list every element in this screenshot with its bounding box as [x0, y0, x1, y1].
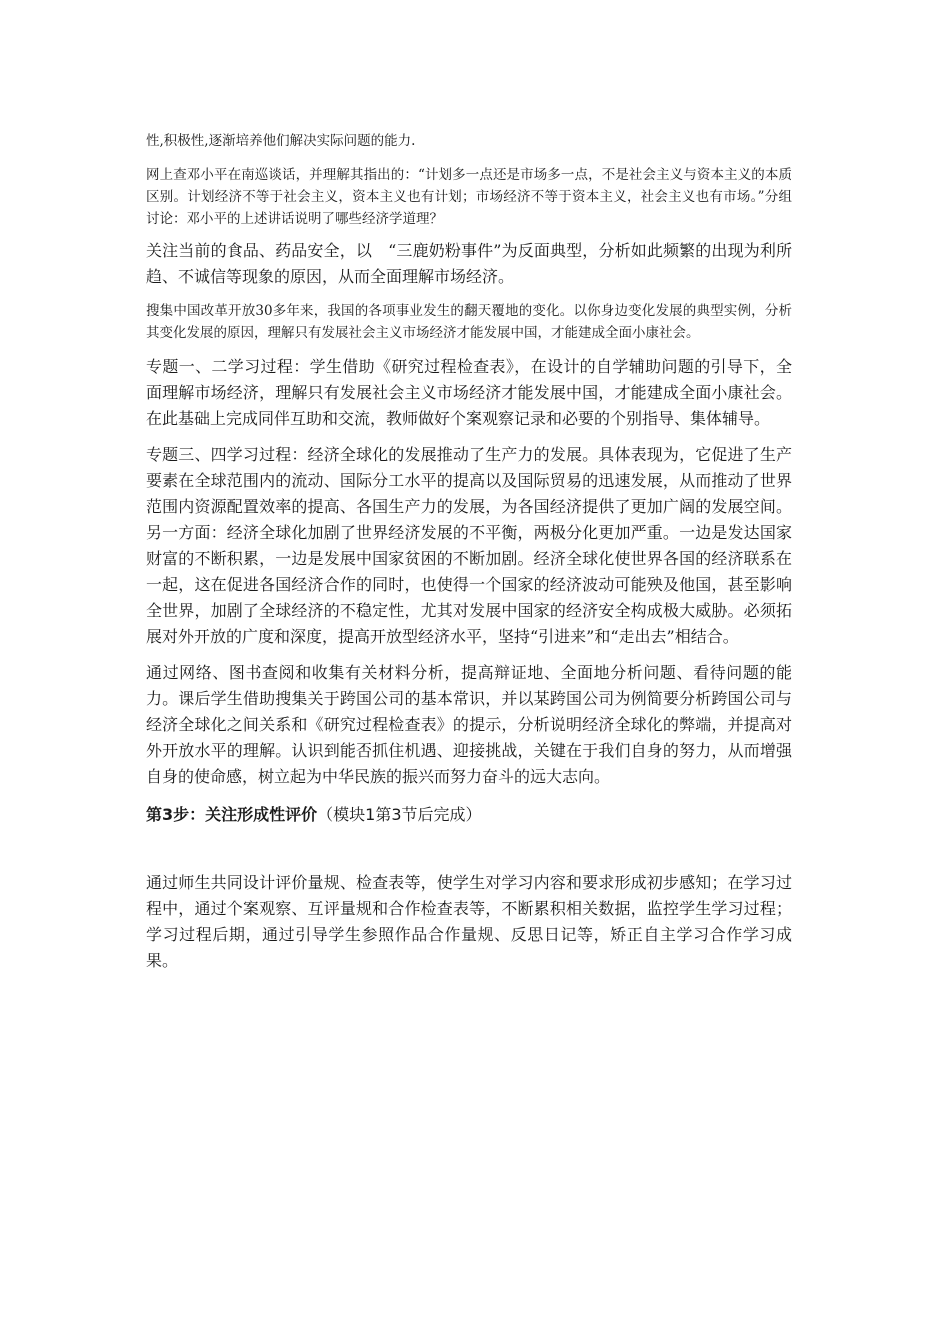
section-heading-main: 第3步：关注形成性评价: [146, 805, 318, 824]
section-heading-note: （模块1第3节后完成）: [317, 805, 482, 824]
document-page: [146, 130, 792, 974]
paragraph-4: 搜集中国改革开放30多年来，我国的各项事业发生的翻天覆地的变化。以你身边变化发展的典型实例，分析其变化发展的原因，理解只有发展社会主义市场经济才能发展中国，才能建成全面小康社会。: [146, 303, 792, 341]
paragraph-3: 关注当前的食品、药品安全，以 “三鹿奶粉事件”为反面典型，分析如此频繁的出现为利所趋、不诚信等现象的原因，从而全面理解市场经济。: [146, 241, 792, 286]
paragraph-5: 专题一、二学习过程：学生借助《研究过程检查表》，在设计的自学辅助问题的引导下，全面理解市场经济，理解只有发展社会主义市场经济才能发展中国，才能建成全面小康社会。在此基础上完成同伴互助和交流，教师做好个案观察记录和必要的个别指导、集体辅导。: [146, 357, 792, 428]
paragraph-7: 通过网络、图书查阅和收集有关材料分析，提高辩证地、全面地分析问题、看待问题的能力。课后学生借助搜集关于跨国公司的基本常识，并以某跨国公司为例简要分析跨国公司与经济全球化之间关系和《研究过程检查表》的提示，分析说明经济全球化的弊端，并提高对外开放水平的理解。认识到能否抓住机遇、迎接挑战，关键在于我们自身的努力，从而增强自身的使命感，树立起为中华民族的振兴而努力奋斗的远大志向。: [146, 663, 792, 786]
paragraph-1: 性,积极性,逐渐培养他们解决实际问题的能力.: [146, 133, 416, 149]
paragraph-6: 专题三、四学习过程：经济全球化的发展推动了生产力的发展。具体表现为，它促进了生产要素在全球范围内的流动、国际分工水平的提高以及国际贸易的迅速发展，从而推动了世界范围内资源配置效率的提高、各国生产力的发展，为各国经济提供了更加广阔的发展空间。另一方面：经济全球化加剧了世界经济发展的不平衡，两极分化更加严重。一边是发达国家财富的不断积累，一边是发展中国家贫困的不断加剧。经济全球化使世界各国的经济联系在一起，这在促进各国经济合作的同时，也使得一个国家的经济波动可能殃及他国，甚至影响全世界，加剧了全球经济的不稳定性，尤其对发展中国家的经济安全构成极大威胁。必须拓展对外开放的广度和深度，提高开放型经济水平，坚持“引进来”和“走出去”相结合。: [146, 445, 792, 646]
paragraph-8: 通过师生共同设计评价量规、检查表等，使学生对学习内容和要求形成初步感知；在学习过程中，通过个案观察、互评量规和合作检查表等，不断累积相关数据，监控学生学习过程；学习过程后期，通过引导学生参照作品合作量规、反思日记等，矫正自主学习合作学习成果。: [146, 873, 792, 970]
paragraph-2: 网上查邓小平在南巡谈话，并理解其指出的：“计划多一点还是市场多一点，不是社会主义与资本主义的本质区别。计划经济不等于社会主义，资本主义也有计划；市场经济不等于资本主义，社会主义也有市场。”分组讨论：邓小平的上述讲话说明了哪些经济学道理？: [146, 167, 792, 227]
section-heading: [146, 802, 792, 828]
